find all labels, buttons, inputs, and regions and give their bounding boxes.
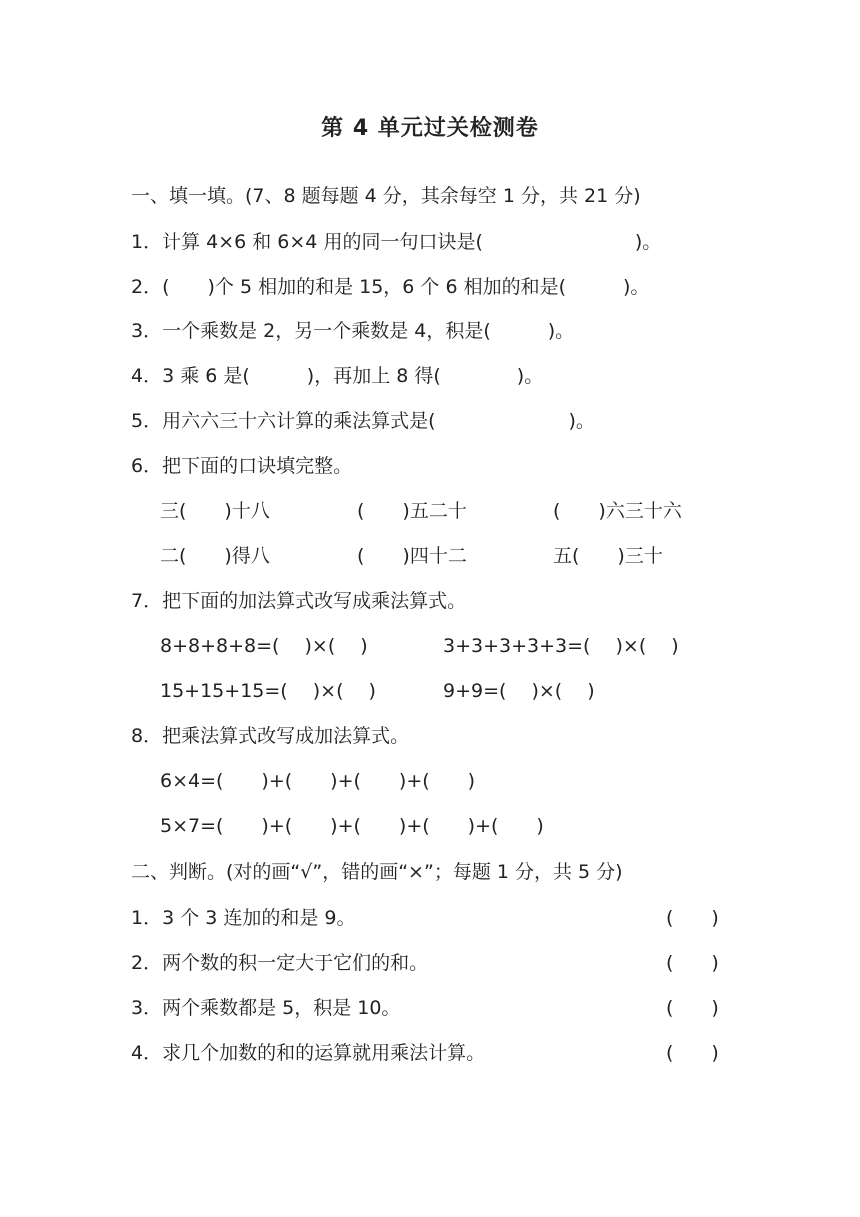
- judge-item-1: 1．3 个 3 连加的和是 9。: [131, 907, 356, 929]
- question-6: 6．把下面的口诀填完整。: [131, 455, 353, 477]
- section1-heading: 一、填一填。(7、8 题每题 4 分，其余每空 1 分，共 21 分): [131, 185, 641, 207]
- question-2: 2．( )个 5 相加的和是 15，6 个 6 相加的和是( )。: [131, 276, 650, 298]
- q6-row2-item1: 二( )得八: [160, 545, 270, 567]
- q7-row1-item1: 8+8+8+8=( )×( ): [160, 635, 368, 657]
- question-7: 7．把下面的加法算式改写成乘法算式。: [131, 590, 467, 612]
- q7-row1-item2: 3+3+3+3+3=( )×( ): [443, 635, 679, 657]
- judge-blank-3: ( ): [666, 997, 719, 1019]
- q6-row1-item1: 三( )十八: [160, 500, 270, 522]
- q7-row2-item1: 15+15+15=( )×( ): [160, 680, 376, 702]
- judge-blank-2: ( ): [666, 952, 719, 974]
- q7-row2-item2: 9+9=( )×( ): [443, 680, 595, 702]
- question-4: 4．3 乘 6 是( )，再加上 8 得( )。: [131, 365, 544, 387]
- q6-row1-item2: ( )五二十: [357, 500, 467, 522]
- q8-row2: 5×7=( )+( )+( )+( )+( ): [160, 815, 544, 837]
- judge-item-2: 2．两个数的积一定大于它们的和。: [131, 952, 429, 974]
- section2-heading: 二、判断。(对的画“√”，错的画“×”；每题 1 分，共 5 分): [131, 861, 623, 883]
- judge-blank-4: ( ): [666, 1042, 719, 1064]
- judge-item-3: 3．两个乘数都是 5，积是 10。: [131, 997, 401, 1019]
- q6-row1-item3: ( )六三十六: [553, 500, 682, 522]
- question-5: 5．用六六三十六计算的乘法算式是( )。: [131, 410, 595, 432]
- judge-item-4: 4．求几个加数的和的运算就用乘法计算。: [131, 1042, 486, 1064]
- q6-row2-item2: ( )四十二: [357, 545, 467, 567]
- q6-row2-item3: 五( )三十: [553, 545, 663, 567]
- page-title: 第 4 单元过关检测卷: [321, 116, 539, 141]
- q8-row1: 6×4=( )+( )+( )+( ): [160, 770, 476, 792]
- question-3: 3．一个乘数是 2，另一个乘数是 4，积是( )。: [131, 320, 575, 342]
- question-8: 8．把乘法算式改写成加法算式。: [131, 725, 410, 747]
- question-1: 1．计算 4×6 和 6×4 用的同一句口诀是( )。: [131, 231, 662, 253]
- judge-blank-1: ( ): [666, 907, 719, 929]
